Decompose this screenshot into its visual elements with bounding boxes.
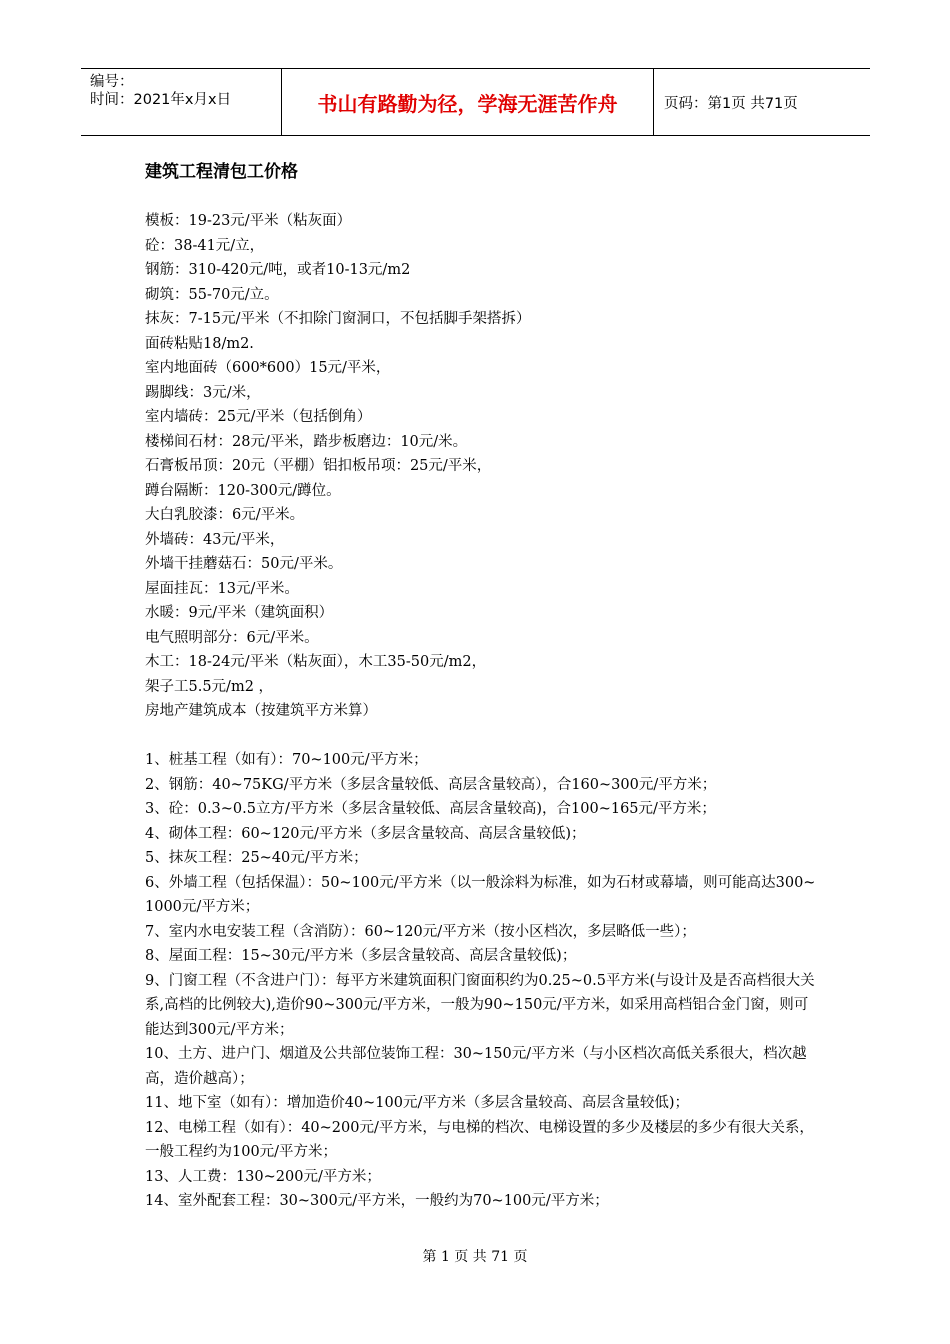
cost-item: 10、土方、进户门、烟道及公共部位装饰工程：30~150元/平方米（与小区档次高低关系很大，档次越高，造价越高）； (145, 1046, 807, 1087)
price-line: 水暖：9元/平米（建筑面积） (145, 605, 334, 621)
blank-line (145, 724, 817, 749)
header-motto: 书山有路勤为径，学海无涯苦作舟 (282, 69, 654, 135)
document-body (145, 209, 817, 1214)
page-footer: 第 1 页 共 71 页 (422, 1249, 528, 1265)
price-line: 房地产建筑成本（按建筑平方米算） (145, 703, 377, 719)
price-line: 砌筑：55-70元/立。 (145, 286, 279, 303)
document-number-label: 编号： (90, 74, 134, 90)
price-line: 钢筋：310-420元/吨，或者10-13元/m2 (145, 262, 411, 278)
document-title: 建筑工程清包工价格 (145, 162, 298, 182)
price-line: 木工：18-24元/平米（粘灰面），木工35-50元/m2， (145, 654, 487, 670)
cost-item: 8、屋面工程：15~30元/平方米（多层含量较高、高层含量较低)； (145, 948, 577, 964)
price-line: 电气照明部分：6元/平米。 (145, 629, 319, 646)
cost-item: 9、门窗工程（不含进户门）：每平方米建筑面积门窗面积约为0.25~0.5平方米(与设计及是否高档很大关系,高档的比例较大),造价90~300元/平方米，一般为90~150元/平方米，如采用高档铝合金门窗，则可能达到300元/平方米； (145, 972, 815, 1038)
header-meta (81, 69, 282, 135)
document-time-label: 时间：2021年x月x日 (90, 92, 232, 108)
cost-item: 3、砼：0.3~0.5立方/平方米（多层含量较低、高层含量较高)，合100~165元/平方米； (145, 801, 716, 817)
price-list (145, 209, 817, 724)
price-line: 室内墙砖：25元/平米（包括倒角） (145, 409, 372, 425)
cost-item: 6、外墙工程（包括保温）：50~100元/平方米（以一般涂料为标准，如为石材或幕墙，则可能高达300~1000元/平方米； (145, 874, 816, 915)
cost-item: 4、砌体工程：60~120元/平方米（多层含量较高、高层含量较低)； (145, 825, 586, 842)
cost-item: 7、室内水电安装工程（含消防）：60~120元/平方米（按小区档次，多层略低一些）； (145, 923, 696, 940)
price-line: 室内地面砖（600*600）15元/平米， (145, 360, 391, 376)
header-page-info: 页码：第1页 共71页 (664, 95, 798, 112)
price-line: 大白乳胶漆：6元/平米。 (145, 507, 305, 523)
cost-item: 1、桩基工程（如有）：70~100元/平方米； (145, 752, 428, 768)
cost-item: 14、室外配套工程：30~300元/平方米，一般约为70~100元/平方米； (145, 1193, 609, 1209)
price-line: 楼梯间石材：28元/平米，踏步板磨边：10元/米。 (145, 433, 468, 450)
cost-item: 12、电梯工程（如有）：40~200元/平方米，与电梯的档次、电梯设置的多少及楼层的多少有很大关系，一般工程约为100元/平方米； (145, 1119, 814, 1160)
price-line: 屋面挂瓦：13元/平米。 (145, 580, 299, 597)
cost-item: 11、地下室（如有）：增加造价40~100元/平方米（多层含量较高、高层含量较低)； (145, 1095, 690, 1111)
cost-item: 13、人工费：130~200元/平方米； (145, 1168, 381, 1185)
price-line: 面砖粘贴18/m2. (145, 335, 254, 352)
price-line: 架子工5.5元/m2 ， (145, 678, 274, 695)
price-line: 抹灰：7-15元/平米（不扣除门窗洞口，不包括脚手架搭拆） (145, 311, 531, 327)
price-line: 砼：38-41元/立， (145, 237, 265, 254)
cost-item: 2、钢筋：40~75KG/平方米（多层含量较低、高层含量较高），合160~300元/平方米； (145, 776, 717, 793)
cost-item-list (145, 748, 817, 1214)
price-line: 模板：19-23元/平米（粘灰面） (145, 213, 352, 229)
price-line: 外墙砖：43元/平米， (145, 531, 285, 548)
price-line: 蹲台隔断：120-300元/蹲位。 (145, 482, 341, 499)
cost-item: 5、抹灰工程：25~40元/平方米； (145, 850, 368, 866)
page-header (81, 68, 870, 136)
price-line: 外墙干挂蘑菇石：50元/平米。 (145, 556, 343, 572)
price-line: 石膏板吊顶：20元（平棚）铝扣板吊项：25元/平米， (145, 458, 492, 474)
price-line: 踢脚线：3元/米， (145, 384, 261, 401)
